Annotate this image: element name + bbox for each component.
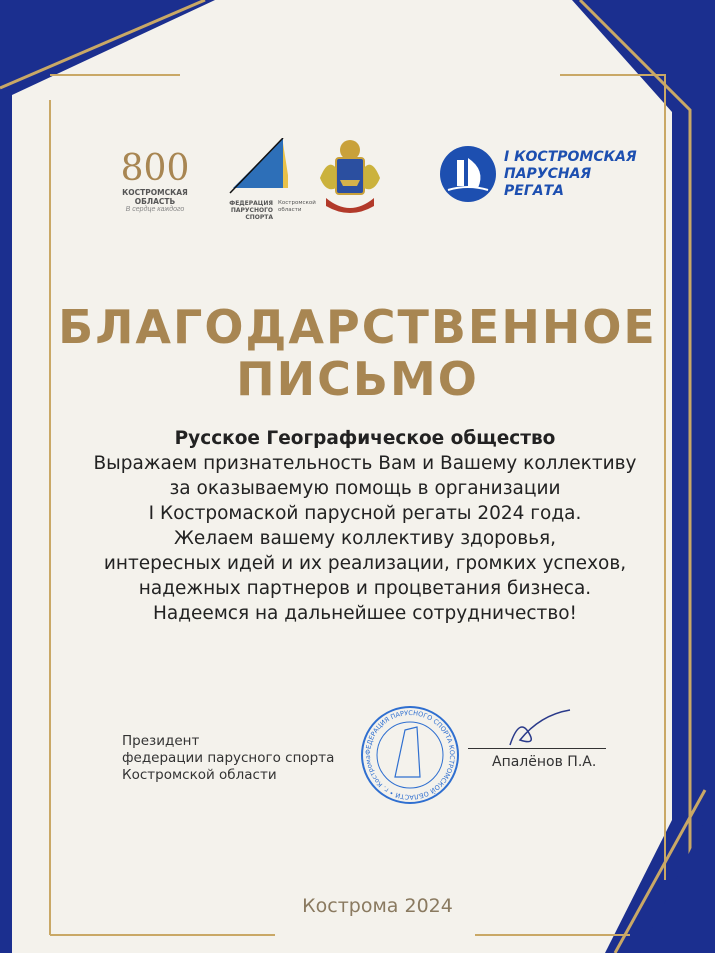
- recipient: Русское Географическое общество: [174, 428, 556, 449]
- footer-place-year: Кострома 2024: [302, 895, 453, 917]
- title-line-1: БЛАГОДАРСТВЕННОЕ: [58, 300, 657, 354]
- signatory-name: Апалёнов П.А.: [492, 754, 597, 770]
- body-line: I Костромаской парусной регаты 2024 года.: [148, 503, 582, 524]
- svg-text:ФЕДЕРАЦИЯ ПАРУСНОГО СПОРТА КОС: ФЕДЕРАЦИЯ ПАРУСНОГО СПОРТА КОСТРОМСКОЙ ОБЛАСТИ • г. Кострома: [363, 708, 457, 802]
- body-line: надежных партнеров и процветания бизнеса.: [138, 578, 592, 599]
- letter-body: [60, 426, 670, 626]
- kostroma-coat-of-arms-icon: [318, 138, 382, 216]
- official-stamp: [360, 705, 460, 805]
- signature-line: [468, 748, 606, 749]
- body-line: Выражаем признательность Вам и Вашему коллективу: [93, 453, 637, 474]
- lighthouse-sail-icon: [440, 146, 496, 202]
- region-800-logo: 800 КОСТРОМСКАЯ ОБЛАСТЬ В сердце каждого: [120, 148, 190, 213]
- title-line-2: ПИСЬМО: [236, 352, 479, 406]
- body-line: интересных идей и их реализации, громких успехов,: [103, 553, 627, 574]
- body-line: за оказываемую помощь в организации: [169, 478, 561, 499]
- regatta-logo: I КОСТРОМСКАЯ ПАРУСНАЯ РЕГАТА: [440, 146, 637, 202]
- body-line: Надеемся на дальнейшее сотрудничество!: [153, 603, 577, 624]
- signatory-position: Президент федерации парусного спорта Костромской области: [122, 733, 335, 783]
- sailing-federation-logo: ФЕДЕРАЦИЯ ПАРУСНОГО СПОРТА Костромской области: [218, 138, 308, 228]
- sail-icon: [228, 138, 288, 200]
- body-line: Желаем вашему коллективу здоровья,: [173, 528, 557, 549]
